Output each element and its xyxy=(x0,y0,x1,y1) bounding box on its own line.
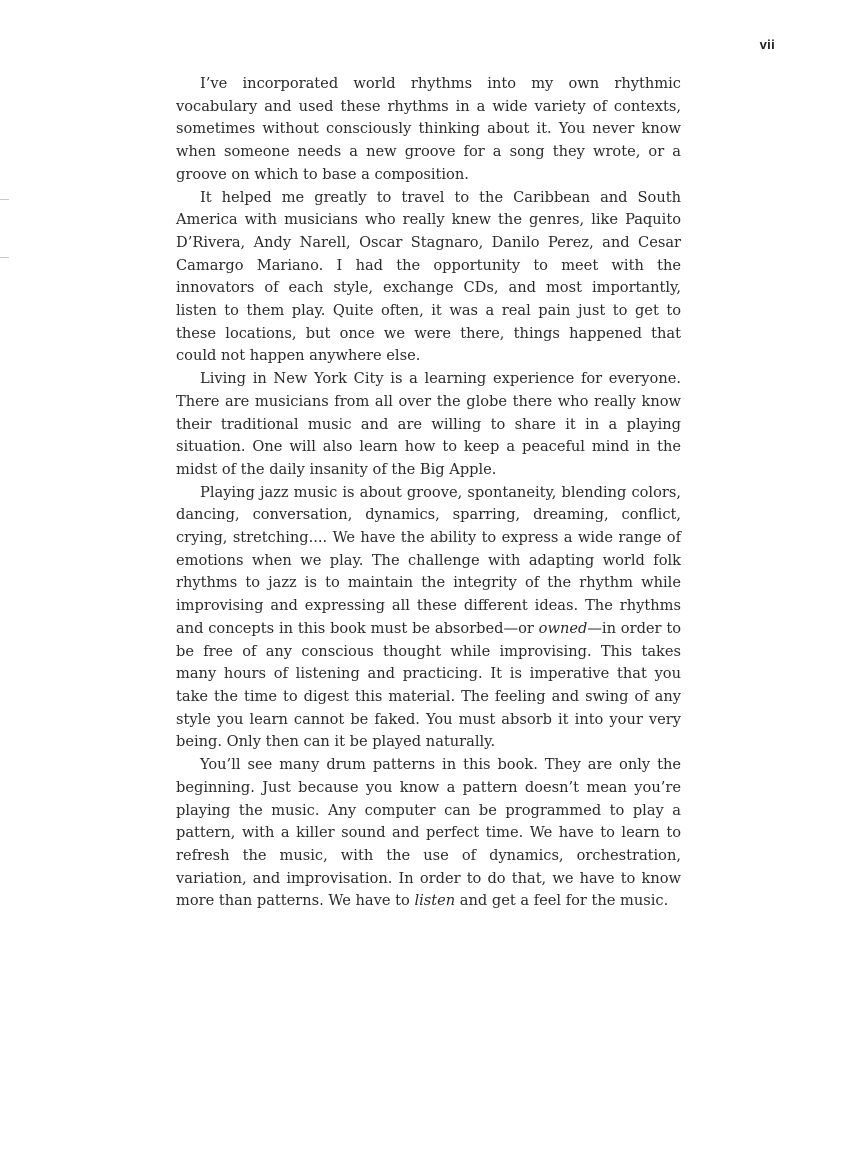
emphasis-listen: listen xyxy=(414,892,456,910)
paragraph-1: I’ve incorporated world rhythms into my own rhythmic vocabulary and used these rhythms in a wide variety of contexts, sometimes without consciously thinking about it. You never know when someone needs a new groove for a song they wrote, or a groove on which to base a composition. xyxy=(176,75,681,183)
paragraph-3: Living in New York City is a learning experience for everyone. There are musicians from all over the globe there who really know their traditional music and are willing to share it in a playing situation. One will also learn how to keep a peaceful mind in the midst of the daily insanity of the Big Apple. xyxy=(176,370,681,478)
paragraph-5-text-a: You’ll see many drum patterns in this book. They are only the beginning. Just because you know a pattern doesn’t mean you’re playing the music. Any computer can be programmed to play a pattern, with a killer sound and perfect time. We have to learn to refresh the music, with the use of dynamics, orchestration, variation, and improvisation. In order to do that, we have to know more than patterns. We have to xyxy=(176,756,681,910)
crop-mark-bottom xyxy=(0,257,9,258)
paragraph-2: It helped me greatly to travel to the Caribbean and South America with musicians who really knew the genres, like Paquito D’Rivera, Andy Narell, Oscar Stagnaro, Danilo Perez, and Cesar Camargo Mariano. I had the opportunity to meet with the innovators of each style, exchange CDs, and most importantly, listen to them play. Quite often, it was a real pain just to get to these locations, but once we were there, things happened that could not happen anywhere else. xyxy=(176,188,681,365)
paragraph-5 xyxy=(176,754,681,913)
paragraph-4 xyxy=(176,482,681,754)
body-text xyxy=(176,73,681,913)
paragraph-4-text-b: —in order to be free of any conscious thought while improvising. This takes many hours of listening and practicing. It is imperative that you take the time to digest this material. The feeling and swing of any style you learn cannot be faked. You must absorb it into your very being. Only then can it be played naturally. xyxy=(176,619,681,751)
paragraph-5-text-b: and get a feel for the music. xyxy=(455,892,669,910)
paragraph-4-text-a: Playing jazz music is about groove, spontaneity, blending colors, dancing, conversation, dynamics, sparring, dreaming, conflict, crying, stretching.... We have the ability to express a wide range of emotions when we play. The challenge with adapting world folk rhythms to jazz is to maintain the integrity of the rhythm while improvising and expressing all these different ideas. The rhythms and concepts in this book must be absorbed—or xyxy=(176,483,681,637)
emphasis-owned: owned xyxy=(538,619,588,637)
page-number: vii xyxy=(759,37,775,52)
crop-mark-top xyxy=(0,199,9,200)
